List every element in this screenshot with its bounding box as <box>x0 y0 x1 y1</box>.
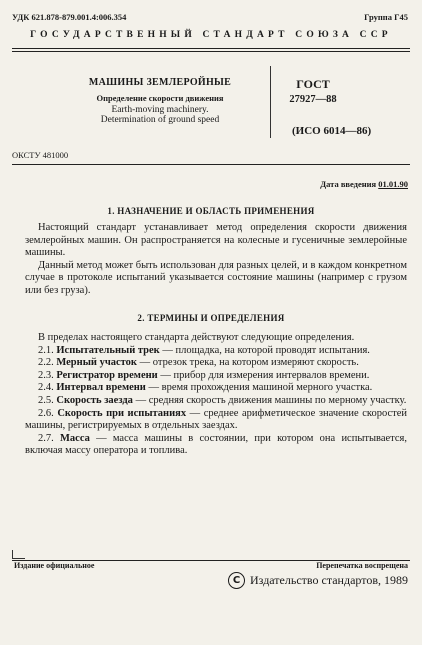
definition-number: 2.6. <box>38 407 54 419</box>
definition-text: — отрезок трека, на котором измеряют скорость. <box>136 357 359 369</box>
title-separator <box>270 66 271 138</box>
definition-number: 2.5. <box>38 394 54 406</box>
definition-number: 2.1. <box>38 344 54 356</box>
okstu-divider <box>12 164 410 165</box>
definition-term: Интервал времени <box>56 382 146 394</box>
definition-item <box>25 370 407 383</box>
section2-intro: В пределах настоящего стандарта действуют следующие определения. <box>38 332 355 343</box>
effective-date <box>320 179 408 189</box>
official-edition-label: Издание официальное <box>14 561 95 570</box>
udk-code: УДК 621.878-879.001.4:006.354 <box>12 12 127 22</box>
definition-text: — средняя скорость движения машины по мерному участку. <box>132 394 407 406</box>
definition-term: Скорость заезда <box>56 394 133 406</box>
standard-title-en-line2: Determination of ground speed <box>100 115 220 125</box>
reprint-prohibited-label: Перепечатка воспрещена <box>316 561 408 570</box>
definition-term: Регистратор времени <box>56 369 158 381</box>
copyright-icon: C <box>228 572 245 589</box>
definition-term: Масса <box>60 432 90 444</box>
definition-term: Испытательный трек <box>56 344 160 356</box>
definition-item <box>25 357 407 370</box>
definition-text: — площадка, на которой проводят испытания. <box>159 344 370 356</box>
standard-title-en-line1: Earth-moving machinery. <box>111 105 209 115</box>
corner-mark <box>12 550 25 559</box>
definition-item <box>25 382 407 395</box>
definition-item <box>25 433 407 458</box>
definition-text: — время прохождения машиной мерного участка. <box>145 382 373 394</box>
definition-term: Скорость при испытаниях <box>57 407 187 419</box>
definition-number: 2.7. <box>38 432 54 444</box>
definition-item <box>25 395 407 408</box>
definition-text: — прибор для измерения интервалов времени. <box>157 369 370 381</box>
document-header-title: ГОСУДАРСТВЕННЫЙ СТАНДАРТ СОЮЗА ССР <box>30 30 392 40</box>
gost-number: 27927—88 <box>289 94 337 105</box>
definition-number: 2.2. <box>38 357 54 369</box>
gost-label: ГОСТ <box>296 77 330 91</box>
section1-paragraph-1: Настоящий стандарт устанавливает метод определения скорости движения землеройных машин. Он распространяется на колесные и гусеничные землеройные машины. <box>25 222 407 259</box>
definition-text: — масса машины в состоянии, при котором она испытывается, включая массу оператора и топлива. <box>25 432 408 457</box>
definition-term: Мерный участок <box>56 357 137 369</box>
effective-date-value: 01.01.90 <box>378 179 408 189</box>
standard-subtitle-ru: Определение скорости движения <box>96 93 224 103</box>
definition-text: — среднее арифметическое значение скоростей машины, регистрируемых в отдельных заездах. <box>25 407 408 432</box>
section1-heading: 1. НАЗНАЧЕНИЕ И ОБЛАСТЬ ПРИМЕНЕНИЯ <box>107 206 315 216</box>
effective-date-label: Дата введения <box>320 179 377 189</box>
iso-reference: (ИСО 6014—86) <box>292 125 372 137</box>
section2-body <box>25 332 407 458</box>
section2-heading: 2. ТЕРМИНЫ И ОПРЕДЕЛЕНИЯ <box>137 313 285 323</box>
header-divider-thick <box>12 48 410 49</box>
definition-item <box>25 408 407 433</box>
okstu-code: ОКСТУ 481000 <box>12 150 69 160</box>
standard-title-ru: МАШИНЫ ЗЕМЛЕРОЙНЫЕ <box>88 77 232 88</box>
section1-body <box>25 222 407 298</box>
definition-number: 2.4. <box>38 382 54 394</box>
section1-paragraph-2: Данный метод может быть использован для разных целей, и в каждом конкретном случае в протоколе испытаний указывается состояние машины (например с грузом или без груза). <box>25 259 407 296</box>
definition-number: 2.3. <box>38 369 54 381</box>
group-code: Группа Г45 <box>364 12 408 22</box>
header-divider-thin <box>12 51 410 52</box>
definition-item <box>25 345 407 358</box>
copyright-line <box>228 572 408 589</box>
copyright-text: Издательство стандартов, 1989 <box>250 573 408 587</box>
